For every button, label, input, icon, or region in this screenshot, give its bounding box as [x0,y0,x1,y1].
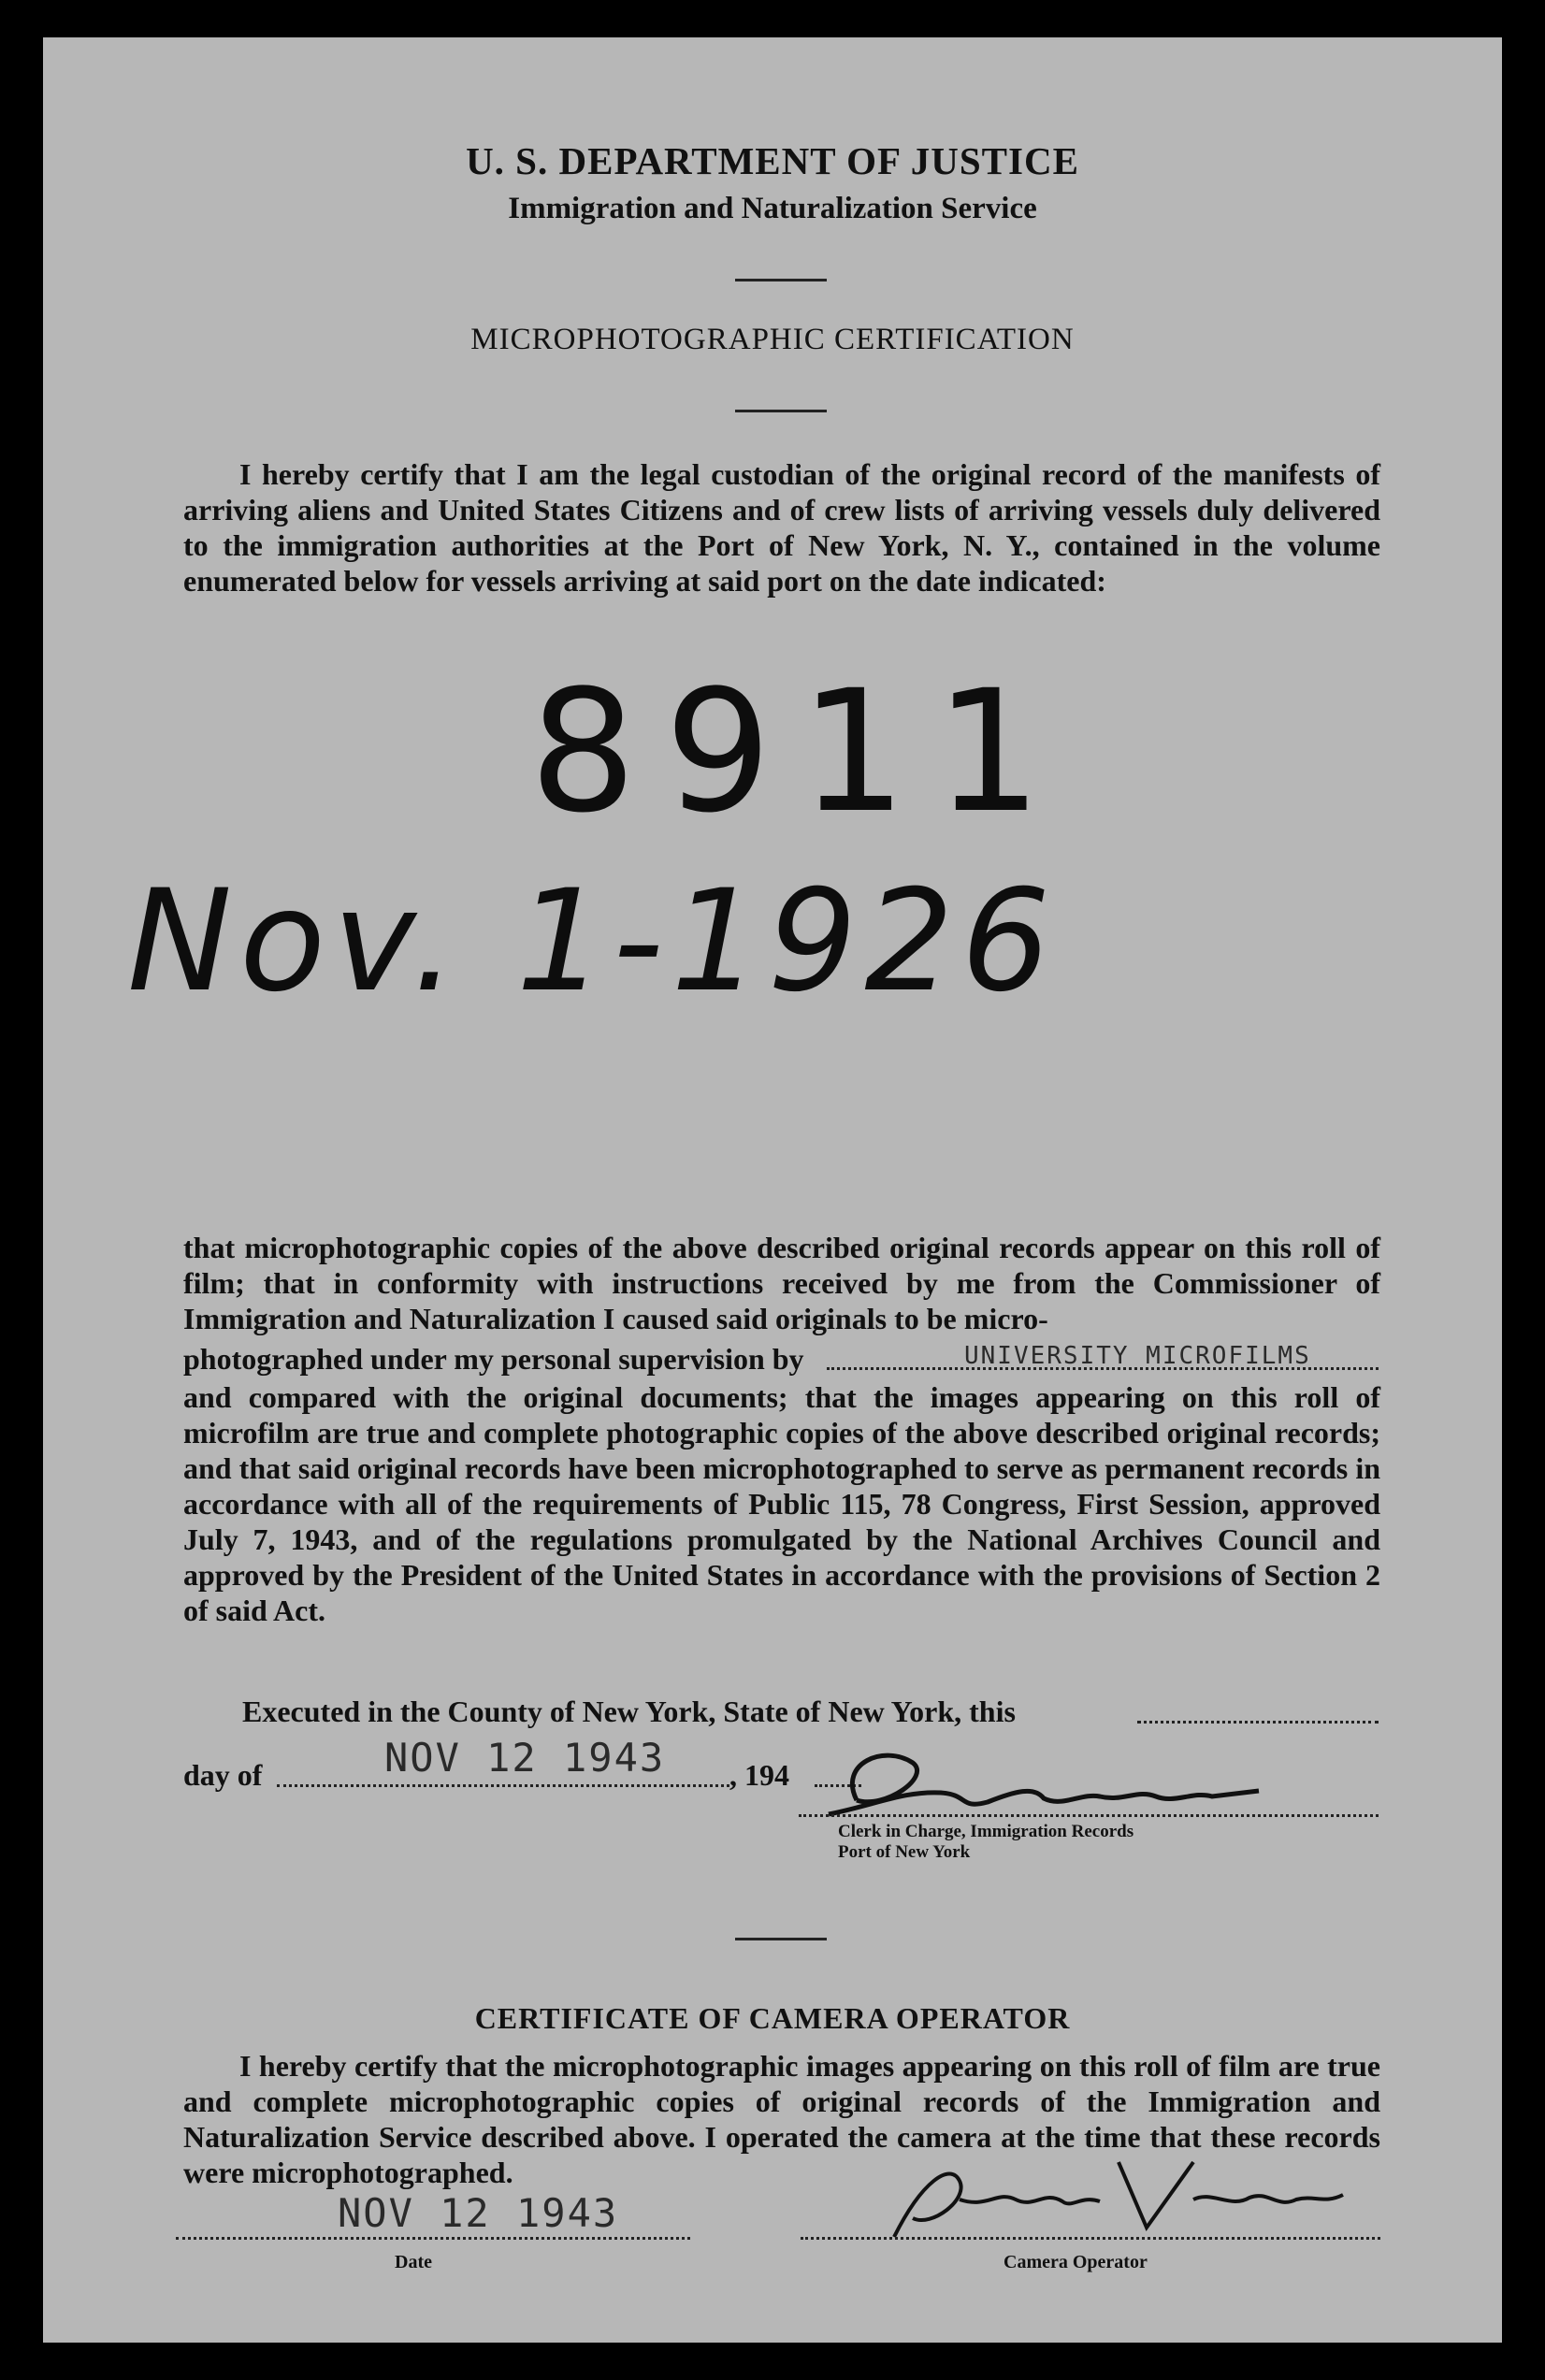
service-subheading: Immigration and Naturalization Service [508,192,1037,225]
operator-line [801,2237,1380,2240]
divider [735,1938,827,1940]
camera-operator-title: CERTIFICATE OF CAMERA OPERATOR [474,2001,1071,2035]
divider [735,279,827,281]
intro-paragraph: I hereby certify that I am the legal custodian of the original record of the manifests of arriving aliens and United States Citizens and of crew lists of arriving vessels duly delivered to the immigration authorities at the Port of New York, N. Y., contained in the volume enumerated below for vessels arriving at said port on the date indicated: [183,457,1380,598]
clerk-port: Port of New York [838,1842,971,1862]
camera-operator-label: Camera Operator [1004,2252,1148,2272]
clerk-title: Clerk in Charge, Immigration Records [838,1822,1134,1841]
photographed-by-label: photographed under my personal supervision by [183,1342,804,1376]
dotted-line [277,1784,729,1787]
camera-operator-paragraph: I hereby certify that the microphotographic images appearing on this roll of film are true and complete microphotographic copies of original records of the Immigration and Naturalization Service described above. I operated the camera at the time that these records were microphotographed. [183,2049,1380,2189]
divider [735,410,827,412]
body-paragraph-a: that microphotographic copies of the above described original records appear on this roll of film; that in conformity with instructions received by me from the Commissioner of Immigration and Naturalization I caused said originals to be micro- [183,1231,1380,1335]
year-prefix: , 194 [729,1758,789,1792]
handwritten-date: Nov. 1-1926 [127,860,1059,1023]
certificate-page [43,37,1502,2343]
execution-date-stamp: NOV 12 1943 [384,1735,666,1781]
department-heading: U. S. DEPARTMENT OF JUSTICE [466,139,1079,182]
execution-line: Executed in the County of New York, State of New York, this [242,1695,1016,1728]
date-label: Date [395,2252,432,2272]
handwritten-volume-number: 8911 [529,655,1071,850]
microfilm-company-stamp: UNIVERSITY MICROFILMS [964,1342,1311,1370]
certification-title: MICROPHOTOGRAPHIC CERTIFICATION [470,323,1075,356]
signature-line [799,1814,1379,1817]
body-paragraph-b: and compared with the original documents; that the images appearing on this roll of microfilm are true and complete photographic copies of the above described original records; and that said original records have been microphotographed to serve as permanent records in accordance with all of the requirements of Public 115, 78 Congress, First Session, approved July 7, 1943, and of the regulations promulgated by the National Archives Council and approved by the President of the United States in accordance with the provisions of Section 2 of said Act. [183,1380,1380,1627]
operator-date-stamp: NOV 12 1943 [338,2190,619,2236]
date-line [176,2237,690,2240]
dotted-line [1137,1721,1379,1724]
day-of-label: day of [183,1758,263,1792]
